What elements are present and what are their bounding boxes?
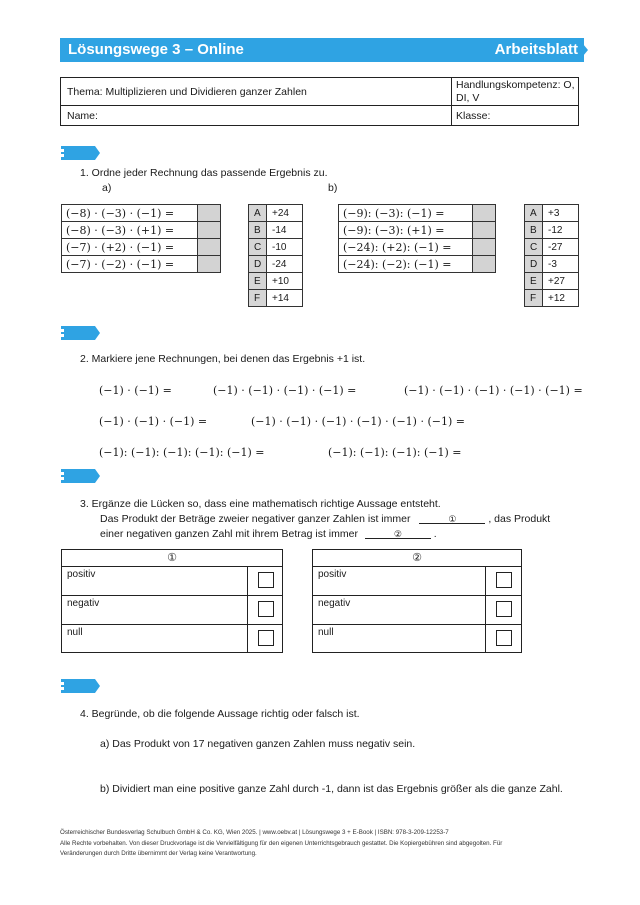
calc-a1: (−8) · (−3) · (−1) = [62,205,198,222]
blank-1-marker: ① [448,514,457,524]
option-table-1-header: ① [62,550,282,567]
task-marker-3 [61,469,99,483]
answer-box-a2[interactable] [198,222,221,239]
worksheet-label: Arbeitsblatt [494,41,578,58]
expression[interactable]: (−1): (−1): (−1): (−1): (−1) = [99,446,265,459]
task-marker-1 [61,146,99,160]
expression[interactable]: (−1) · (−1) · (−1) · (−1) = [213,384,357,397]
task1a-result-table [248,204,303,307]
calc-b3: (−24): (+2): (−1) = [339,239,473,256]
option-label-positiv: positiv [318,569,347,580]
sentence-1-start: Das Produkt der Beträge zweier negativer ganzer Zahlen ist immer [100,513,411,525]
competence-label-1: Handlungskompetenz: O, [456,79,575,91]
task4-instruction: 4. Begründe, ob die folgende Aussage richtig oder falsch ist. [80,708,360,720]
expression[interactable]: (−1) · (−1) · (−1) · (−1) · (−1) = [404,384,583,397]
task-marker-2 [61,326,99,340]
result-value: +12 [543,290,579,307]
answer-box-b2[interactable] [473,222,496,239]
task3-sentence-1 [100,513,550,525]
option-label-negativ: negativ [318,598,351,609]
answer-box-a1[interactable] [198,205,221,222]
footer-line-1: Österreichischer Bundesverlag Schulbuch GmbH & Co. KG, Wien 2025. | www.oebv.at | Lösungswege 3 + E-Book | ISBN: 978-3-209-12253-7 [60,829,449,836]
task1-part-a: a) [102,182,112,194]
option-label-positiv: positiv [67,569,96,580]
task1a-calc-table [61,204,221,273]
calc-a3: (−7) · (+2) · (−1) = [62,239,198,256]
blank-1[interactable] [419,514,485,524]
answer-box-b1[interactable] [473,205,496,222]
blank-2[interactable] [365,529,431,539]
expression[interactable]: (−1) · (−1) · (−1) = [99,415,208,428]
result-value: -12 [543,222,579,239]
calc-b2: (−9): (−3): (+1) = [339,222,473,239]
result-letter: D [249,256,267,273]
task4-statement-a: a) Das Produkt von 17 negativen ganzen Zahlen muss negativ sein. [100,738,416,750]
result-letter: C [249,239,267,256]
task3-sentence-2 [100,528,437,540]
expression[interactable]: (−1): (−1): (−1): (−1) = [328,446,462,459]
result-letter: F [525,290,543,307]
name-field[interactable]: Name: [67,110,98,122]
option-label-null: null [67,627,83,638]
footer-line-2: Alle Rechte vorbehalten. Von dieser Druckvorlage ist die Vervielfältigung für den eigenen Unterrichtsgebrauch gestattet. Die Kopiergebühren sind abgegolten. Für [60,840,503,847]
result-letter: B [525,222,543,239]
task-marker-4 [61,679,99,693]
result-letter: E [249,273,267,290]
option-label-null: null [318,627,334,638]
option-table-2-header: ② [313,550,521,567]
task1b-calc-table [338,204,496,273]
answer-box-b4[interactable] [473,256,496,273]
sentence-1-end: , das Produkt [488,513,551,525]
result-value: -27 [543,239,579,256]
class-field[interactable]: Klasse: [456,110,491,122]
checkbox-positiv[interactable] [258,572,274,588]
result-value: +10 [267,273,303,290]
page-title: Lösungswege 3 – Online [68,41,244,58]
result-value: +14 [267,290,303,307]
calc-b4: (−24): (−2): (−1) = [339,256,473,273]
option-table-1 [61,549,283,653]
answer-box-a3[interactable] [198,239,221,256]
task1b-result-table [524,204,579,307]
checkbox-null[interactable] [258,630,274,646]
task3-instruction: 3. Ergänze die Lücken so, dass eine mathematisch richtige Aussage entsteht. [80,498,441,510]
calc-a2: (−8) · (−3) · (+1) = [62,222,198,239]
option-label-negativ: negativ [67,598,100,609]
result-letter: C [525,239,543,256]
task1-part-b: b) [328,182,338,194]
task4-statement-b: b) Dividiert man eine positive ganze Zahl durch -1, dann ist das Ergebnis größer als die ganze Zahl. [100,783,563,795]
expression[interactable]: (−1) · (−1) · (−1) · (−1) · (−1) · (−1) = [251,415,465,428]
result-value: -3 [543,256,579,273]
option-table-2 [312,549,522,653]
result-letter: D [525,256,543,273]
calc-b1: (−9): (−3): (−1) = [339,205,473,222]
task2-instruction: 2. Markiere jene Rechnungen, bei denen das Ergebnis +1 ist. [80,353,366,365]
sentence-2-start: einer negativen ganzen Zahl mit ihrem Betrag ist immer [100,528,358,540]
result-value: -24 [267,256,303,273]
answer-box-a4[interactable] [198,256,221,273]
task1-instruction: 1. Ordne jeder Rechnung das passende Ergebnis zu. [80,167,328,179]
checkbox-null[interactable] [496,630,512,646]
calc-a4: (−7) · (−2) · (−1) = [62,256,198,273]
result-value: +3 [543,205,579,222]
result-letter: A [525,205,543,222]
footer-line-3: Veränderungen durch Dritte übernimmt der Verlag keine Verantwortung. [60,850,257,857]
checkbox-negativ[interactable] [496,601,512,617]
expression[interactable]: (−1) · (−1) = [99,384,172,397]
result-letter: B [249,222,267,239]
competence-label-2: DI, V [456,92,480,104]
checkbox-positiv[interactable] [496,572,512,588]
result-value: -10 [267,239,303,256]
checkbox-negativ[interactable] [258,601,274,617]
blank-2-marker: ② [393,529,402,539]
info-table [60,77,579,126]
answer-box-b3[interactable] [473,239,496,256]
header-banner-tip [578,38,588,62]
result-value: -14 [267,222,303,239]
result-letter: E [525,273,543,290]
result-value: +27 [543,273,579,290]
result-letter: F [249,290,267,307]
sentence-2-end: . [433,528,437,540]
result-letter: A [249,205,267,222]
result-value: +24 [267,205,303,222]
topic-label: Thema: Multiplizieren und Dividieren ganzer Zahlen [67,86,307,98]
